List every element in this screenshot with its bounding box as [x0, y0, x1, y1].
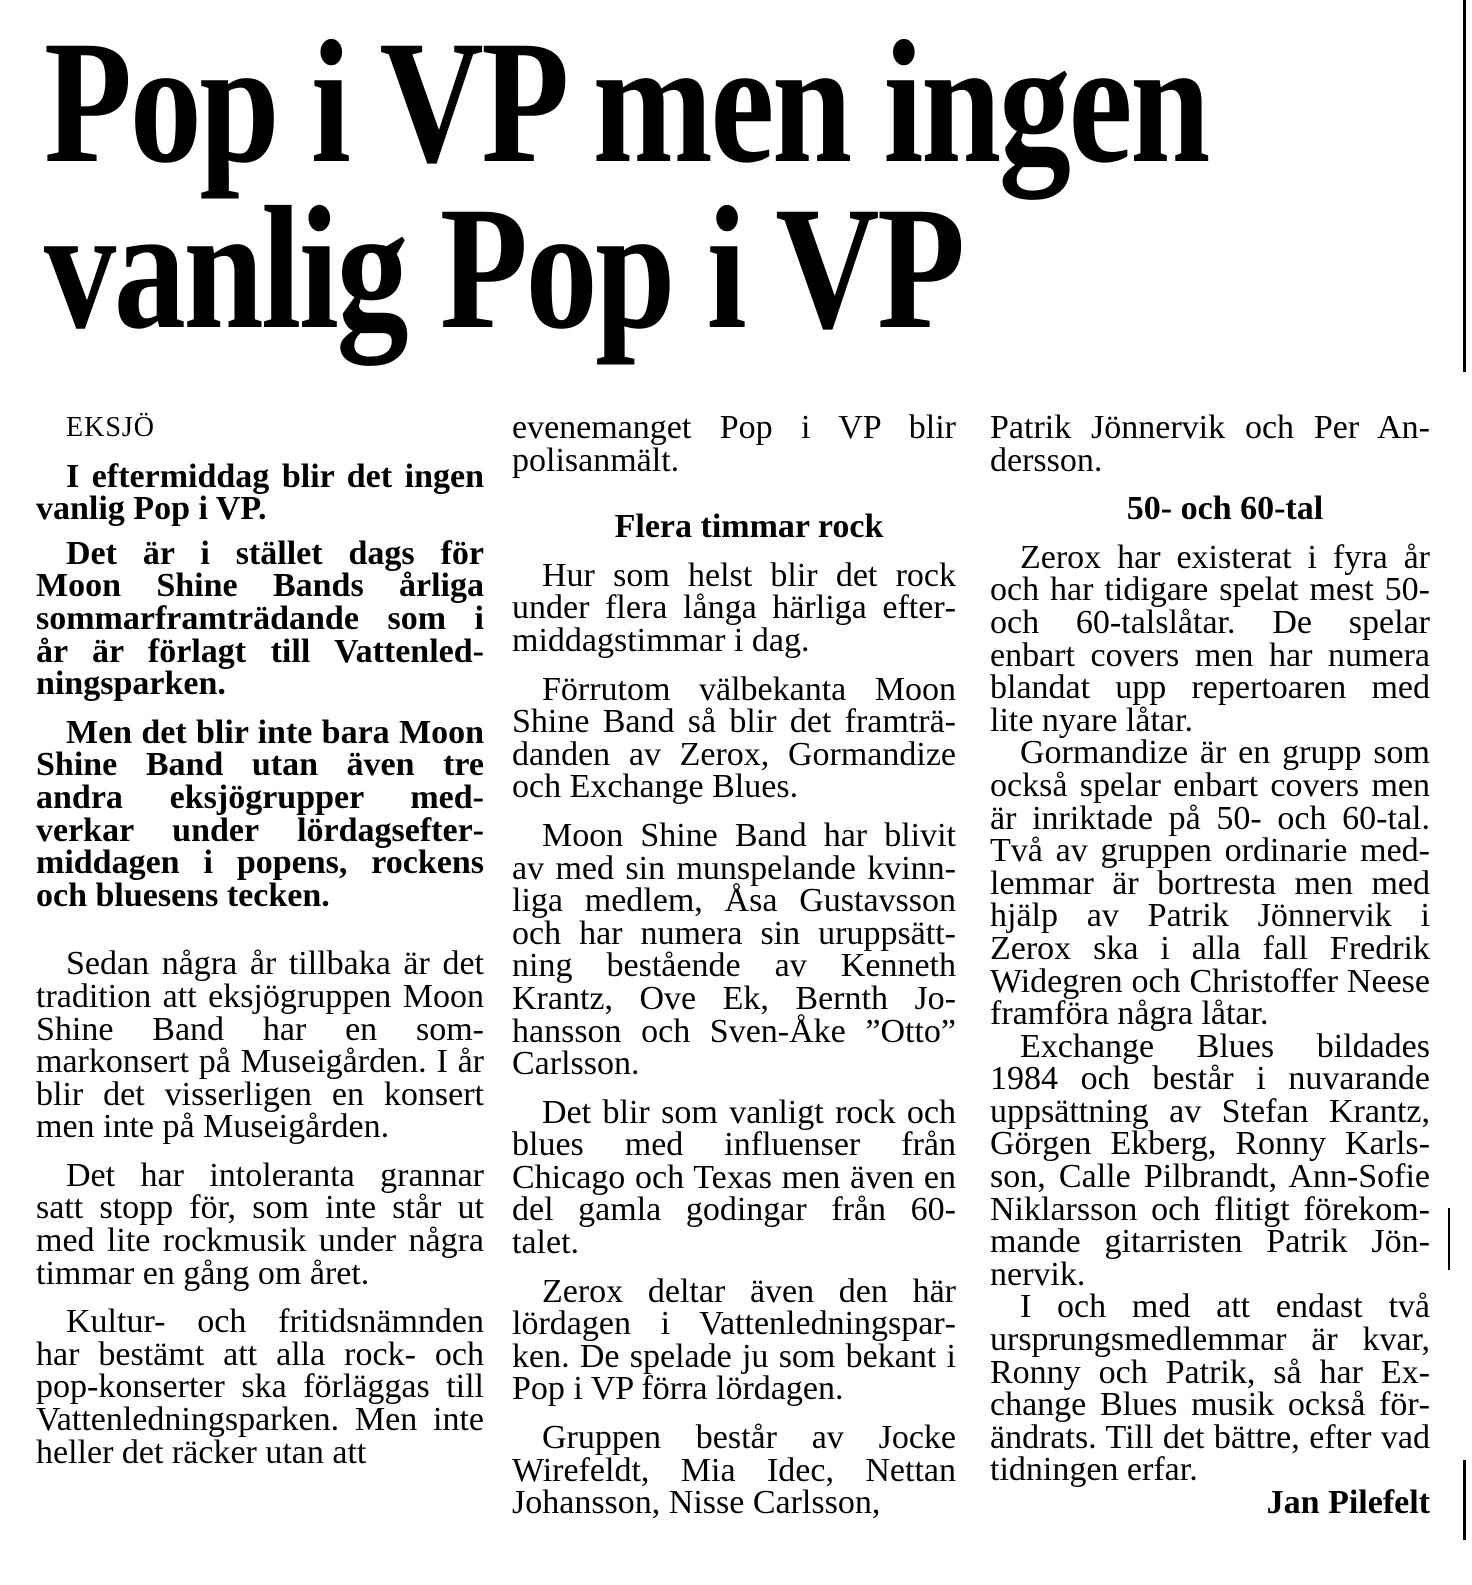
column-3 — [990, 409, 1430, 1536]
headline — [44, 5, 1208, 366]
body-paragraph: Exchange Blues bildades 1984 och består i nuvarande uppsättning av Stefan Krantz, Görgen Ekberg, Ronny Karlsson, Calle Pilbrandt, Ann-Sofie Niklarsson och flitigt förekommande gitarristen Patrik Jönnervik. — [990, 1027, 1430, 1293]
headline-line-1: Pop i VP men ingen — [44, 5, 1208, 200]
column-1 — [36, 412, 484, 1485]
lead-paragraph: Men det blir inte bara Moon Shine Band utan även tre andra eksjögrupper medverkar under lördagseftermiddagen i popens, rockens och bluesens tecken. — [36, 713, 484, 914]
dateline: EKSJÖ — [66, 412, 156, 443]
lead-paragraph: Det är i stället dags för Moon Shine Bands årliga sommarframträdande som i år är förlagt till Vattenledningsparken. — [36, 534, 484, 703]
byline: Jan Pilefelt — [1266, 1484, 1430, 1521]
body-paragraph: Zerox deltar även den här lördagen i Vattenledningsparken. De spelade ju som bekant i Pop i VP förra lördagen. — [512, 1272, 956, 1408]
body-paragraph: Zerox har existerat i fyra år och har tidigare spelat mest 50- och 60-talslåtar. De spelar enbart covers men har numera blandat upp repertoaren med lite nyare låtar. — [990, 538, 1430, 739]
subhead: Flera timmar rock — [614, 508, 884, 546]
column-rule — [1448, 1208, 1450, 1270]
subhead: 50- och 60-tal — [1126, 490, 1324, 528]
body-paragraph: I och med att endast två ursprungsmedlemmar är kvar, Ronny och Patrik, så har Exchange Blues musik också förändrats. Till det bättre, efter vad tidningen erfar. — [990, 1288, 1430, 1489]
body-paragraph: Moon Shine Band har blivit av med sin munspelande kvinnliga medlem, Åsa Gustavsson och har numera sin uruppsättning bestående av Kenneth Krantz, Ove Ek, Bernth Johansson och Sven-Åke ”Otto” Carlsson. — [512, 816, 956, 1083]
body-paragraph: Hur som helst blir det rock under flera långa härliga eftermiddagstimmar i dag. — [512, 556, 956, 659]
column-rule — [1463, 1460, 1466, 1540]
body-paragraph: Gormandize är en grupp som också spelar enbart covers men är inriktade på 50- och 60-tal. Två av gruppen ordinarie medlemmar är bortresta men med hjälp av Patrik Jönnervik i Zerox ska i alla fall Fredrik Widegren och Christoffer Neese framföra några låtar. — [990, 734, 1430, 1033]
body-paragraph: Patrik Jönnervik och Per Andersson. — [990, 409, 1430, 479]
lead-paragraph: I eftermiddag blir det ingen vanlig Pop i VP. — [36, 457, 484, 528]
body-paragraph: evenemanget Pop i VP blir polisanmält. — [512, 409, 956, 479]
body-paragraph: Förrutom välbekanta Moon Shine Band så blir det framträdanden av Zerox, Gormandize och Exchange Blues. — [512, 670, 956, 806]
column-rule — [1463, 0, 1466, 372]
body-paragraph: Det har intoleranta grannar satt stopp för, som inte står ut med lite rockmusik under några timmar en gång om året. — [36, 1156, 484, 1292]
body-paragraph: Gruppen består av Jocke Wirefeldt, Mia Idec, Nettan Johansson, Nisse Carlsson, — [512, 1419, 956, 1522]
body-paragraph: Kultur- och fritidsnämnden har bestämt att alla rock- och pop-konserter ska förläggas till Vattenledningsparken. Men inte heller det räcker utan att — [36, 1303, 484, 1471]
lead-paragraphs — [36, 457, 484, 914]
column-2 — [512, 409, 956, 1536]
body-paragraph: Det blir som vanligt rock och blues med influenser från Chicago och Texas men även en del gamla godingar från 60-talet. — [512, 1093, 956, 1262]
headline-line-2: vanlig Pop i VP — [44, 171, 963, 366]
body-paragraph: Sedan några år tillbaka är det tradition att eksjögruppen Moon Shine Band har en sommarkonsert på Museigården. I år blir det visserligen en konsert men inte på Museigården. — [36, 945, 484, 1146]
